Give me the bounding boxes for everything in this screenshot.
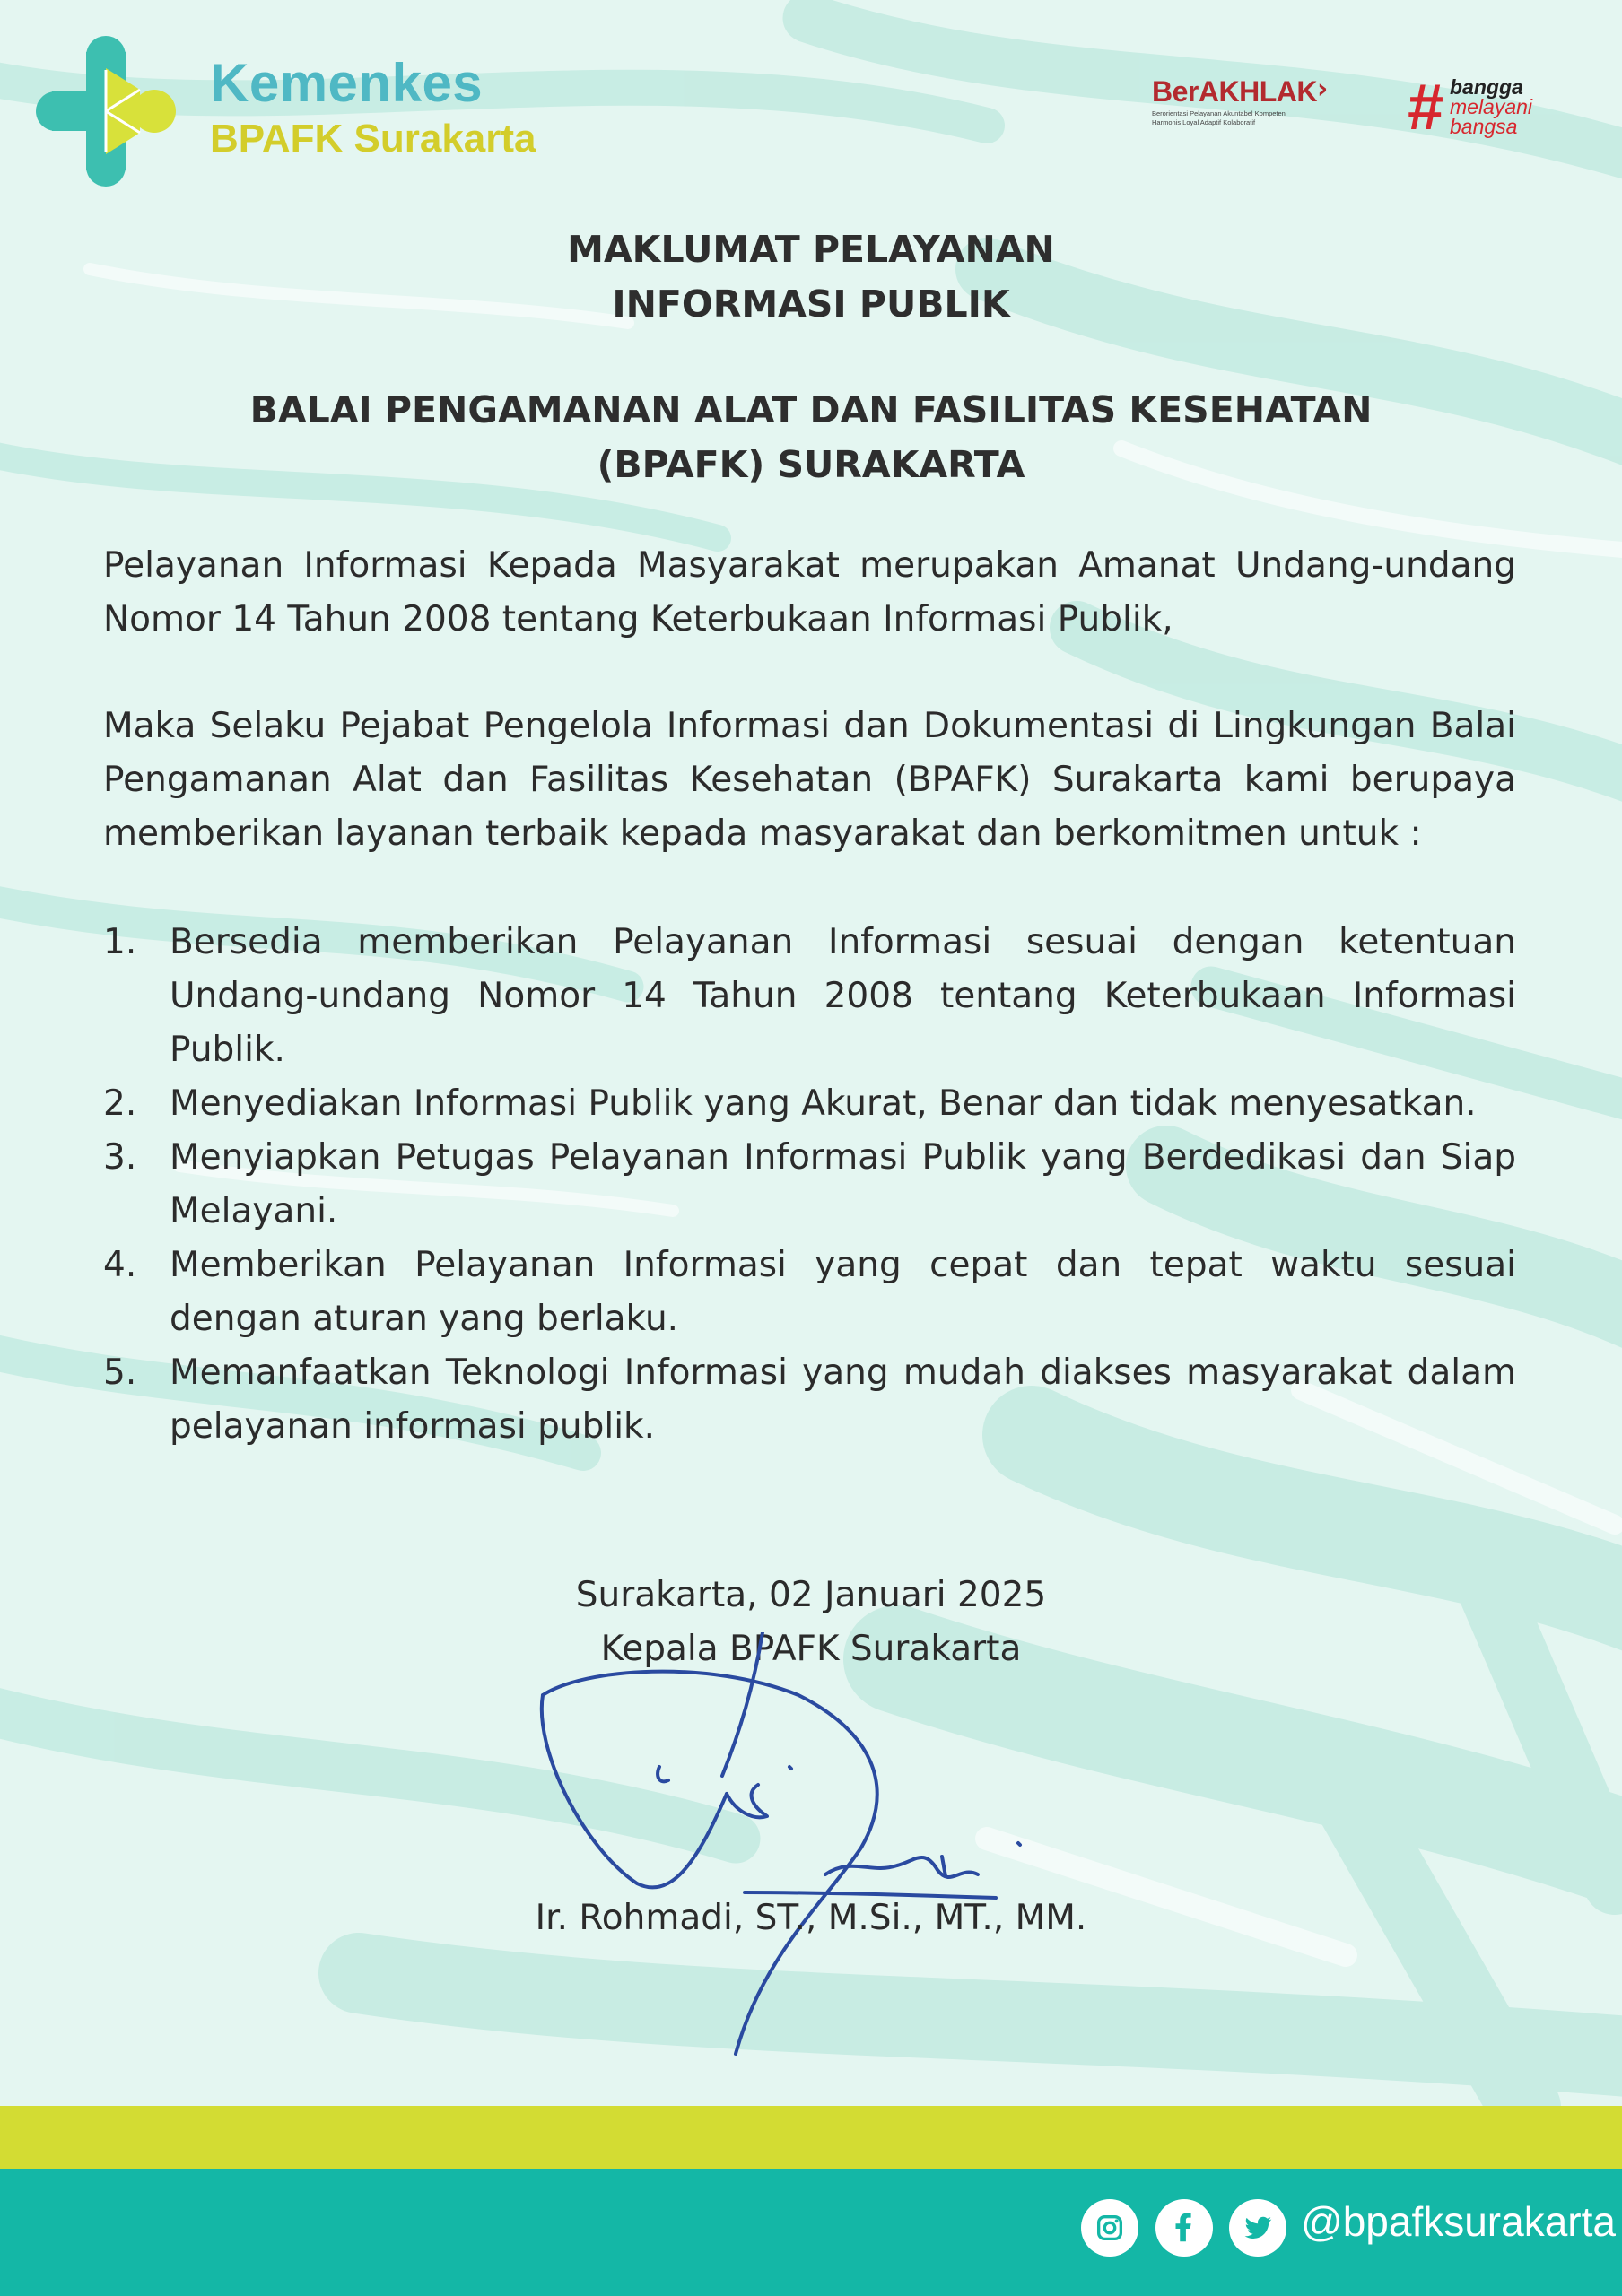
list-item: 3. Menyiapkan Petugas Pelayanan Informasi Publik yang Berdedikasi dan Siap Melayani. bbox=[103, 1137, 1516, 1231]
list-item: 5. Memanfaatkan Teknologi Informasi yang mudah diakses masyarakat dalam pelayanan informasi publik. bbox=[103, 1352, 1516, 1447]
berakhlak-logo bbox=[1152, 75, 1331, 147]
document-title bbox=[0, 222, 1622, 332]
intro-paragraph: Pelayanan Informasi Kepada Masyarakat merupakan Amanat Undang-undang Nomor 14 Tahun 2008 tentang Keterbukaan Informasi Publik, bbox=[103, 545, 1516, 639]
place-date: Surakarta, 02 Januari 2025 bbox=[575, 1575, 1047, 1615]
list-item: 4. Memberikan Pelayanan Informasi yang cepat dan tepat waktu sesuai dengan aturan yang berlaku. bbox=[103, 1245, 1516, 1339]
kemenkes-logo-icon bbox=[34, 34, 178, 188]
org-name: Kemenkes bbox=[210, 53, 484, 113]
facebook-icon[interactable] bbox=[1155, 2199, 1213, 2257]
hashtag-icon: # bbox=[1407, 72, 1443, 144]
berakhlak-subtitle-2: Harmonis Loyal Adaptif Kolaboratif bbox=[1152, 118, 1256, 126]
handwritten-signature bbox=[529, 1632, 1041, 2063]
signer-name: Ir. Rohmadi, ST., M.Si., MT., MM. bbox=[535, 1898, 1087, 1938]
commitment-paragraph: Maka Selaku Pejabat Pengelola Informasi dan Dokumentasi di Lingkungan Balai Pengamanan Alat dan Fasilitas Kesehatan (BPAFK) Surakarta kami berupaya memberikan layanan terbaik kepada masyarakat dan berkomitmen untuk : bbox=[103, 706, 1516, 854]
twitter-icon[interactable] bbox=[1229, 2199, 1286, 2257]
berakhlak-title: BerAKHLAK bbox=[1152, 75, 1317, 108]
commitment-list bbox=[103, 916, 1516, 1454]
instagram-icon[interactable] bbox=[1081, 2199, 1138, 2257]
institution-title bbox=[0, 383, 1622, 492]
title-line-1: MAKLUMAT PELAYANAN bbox=[567, 228, 1055, 271]
signer-position: Kepala BPAFK Surakarta bbox=[600, 1629, 1022, 1669]
bangga-word: bangga bbox=[1450, 75, 1523, 99]
institution-line-2: (BPAFK) SURAKARTA bbox=[597, 443, 1025, 486]
kemenkes-logo bbox=[34, 34, 572, 196]
berakhlak-subtitle-1: Berorientasi Pelayanan Akuntabel Kompeten bbox=[1152, 109, 1286, 117]
chevron-right-icon: › bbox=[1317, 74, 1329, 105]
bangsa-word: bangsa bbox=[1450, 115, 1518, 138]
list-item: 1. Bersedia memberikan Pelayanan Informasi sesuai dengan ketentuan Undang-undang Nomor 14 Tahun 2008 tentang Keterbukaan Informasi Publik. bbox=[103, 922, 1516, 1070]
social-handle[interactable]: @bpafksurakarta bbox=[1301, 2198, 1616, 2245]
melayani-word: melayani bbox=[1450, 95, 1533, 118]
list-item: 2. Menyediakan Informasi Publik yang Akurat, Benar dan tidak menyesatkan. bbox=[103, 1083, 1477, 1124]
title-line-2: INFORMASI PUBLIK bbox=[612, 283, 1010, 326]
org-unit: BPAFK Surakarta bbox=[210, 117, 536, 161]
institution-line-1: BALAI PENGAMANAN ALAT DAN FASILITAS KESEHATAN bbox=[249, 388, 1373, 431]
bangga-melayani-bangsa-logo bbox=[1407, 72, 1568, 147]
footer-yellow-band bbox=[0, 2106, 1622, 2169]
